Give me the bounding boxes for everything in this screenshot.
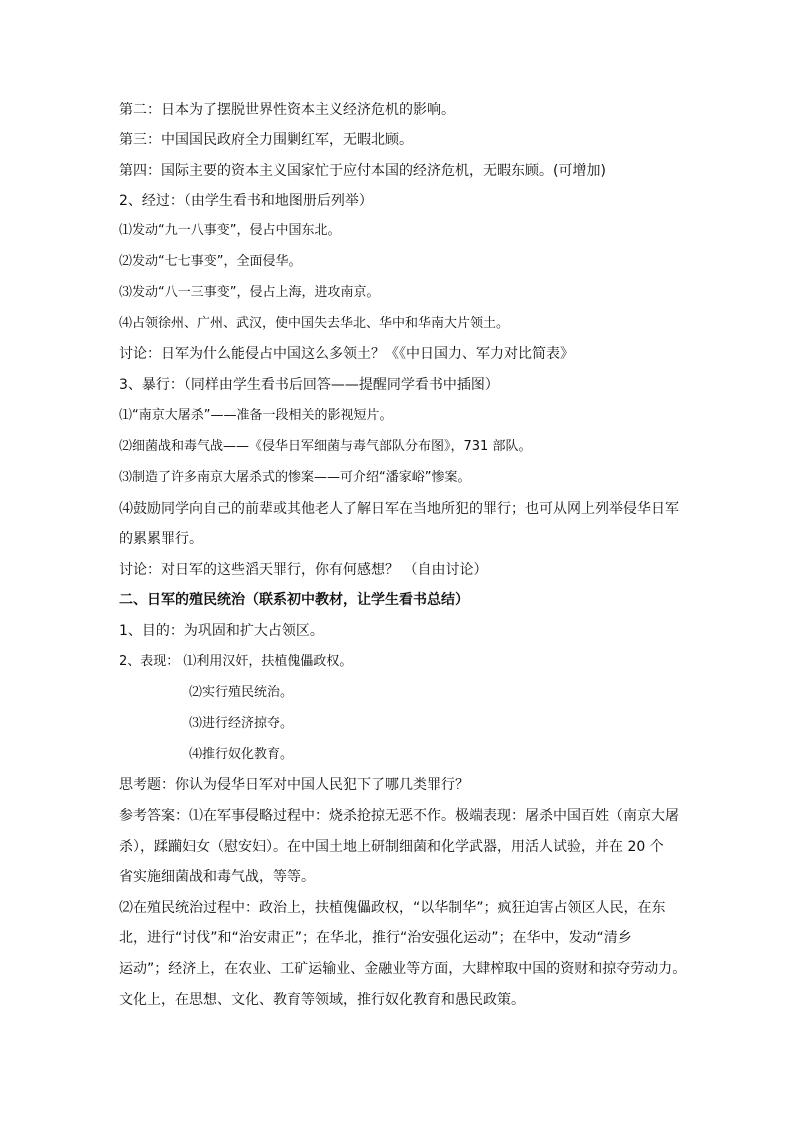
paragraph-line: 第三：中国国民政府全力围剿红军，无暇北顾。	[119, 132, 413, 148]
paragraph-line: 第四：国际主要的资本主义国家忙于应付本国的经济危机，无暇东顾。(可增加)	[119, 163, 606, 179]
answer-line: ⑵在殖民统治过程中：政治上，扶植傀儡政权，“以华制华”；疯狂迫害占领区人民，在东	[119, 900, 666, 916]
list-item: ⑷占领徐州、广州、武汉，使中国失去华北、华中和华南大片领土。	[119, 316, 510, 331]
answer-line: 杀），蹂躏妇女（慰安妇）。在中国土地上研制细菌和化学武器，用活人试验，并在 20 个	[119, 839, 664, 855]
list-item: ⑷鼓励同学向自己的前辈或其他老人了解日军在当地所犯的罪行；也可从网上列举侵华日军	[119, 501, 679, 517]
discussion-line: 讨论：日军为什么能侵占中国这么多领土？《《中日国力、军力对比简表》	[119, 346, 574, 362]
question-line: 思考题：你认为侵华日军对中国人民犯下了哪几类罪行？	[119, 777, 469, 793]
answer-line: 参考答案：⑴在军事侵略过程中：烧杀抢掠无恶不作。极端表现：屠杀中国百姓（南京大屠	[119, 808, 679, 824]
answer-line: 文化上，在思想、文化、教育等领域，推行奴化教育和愚民政策。	[119, 992, 525, 1008]
list-item: ⑶进行经济掠夺。	[189, 716, 294, 731]
paragraph-line: 第二：日本为了摆脱世界性资本主义经济危机的影响。	[119, 102, 455, 118]
list-item: 2、表现： ⑴利用汉奸，扶植傀儡政权。	[119, 654, 353, 669]
answer-line: 北，进行“讨伐”和“治安肃正”；在华北，推行“治安强化运动”；在华中，发动“清乡	[119, 930, 632, 946]
section-title: 二、日军的殖民统治（联系初中教材，让学生看书总结）	[119, 592, 469, 608]
section-heading: 3、暴行：（同样由学生看书后回答——提醒同学看书中插图）	[119, 377, 499, 393]
list-item: ⑵发动“七七事变”，全面侵华。	[119, 254, 302, 269]
list-item: ⑶发动“八一三事变”，侵占上海，进攻南京。	[119, 285, 380, 300]
answer-line: 省实施细菌战和毒气战，等等。	[119, 869, 315, 885]
list-item: ⑴“南京大屠杀”——准备一段相关的影视短片。	[119, 408, 393, 423]
list-item: ⑵实行殖民统治。	[189, 685, 294, 700]
discussion-line: 讨论：对日军的这些滔天罪行，你有何感想？ （自由讨论）	[119, 562, 488, 578]
paragraph-line: 1、目的：为巩固和扩大占领区。	[119, 623, 324, 639]
list-item: ⑵细菌战和毒气战——《侵华日军细菌与毒气部队分布图》，731 部队。	[119, 439, 532, 454]
list-item: ⑴发动“九一八事变”，侵占中国东北。	[119, 223, 341, 238]
list-item: ⑶制造了许多南京大屠杀式的惨案——可介绍“潘家峪”惨案。	[119, 470, 471, 485]
answer-line: 运动”；经济上，在农业、工矿运输业、金融业等方面，大肆榨取中国的资财和掠夺劳动力。	[119, 961, 687, 977]
list-item-continued: 的累累罪行。	[119, 531, 203, 547]
list-item: ⑷推行奴化教育。	[189, 747, 294, 762]
section-heading: 2、经过：（由学生看书和地图册后列举）	[119, 193, 373, 209]
